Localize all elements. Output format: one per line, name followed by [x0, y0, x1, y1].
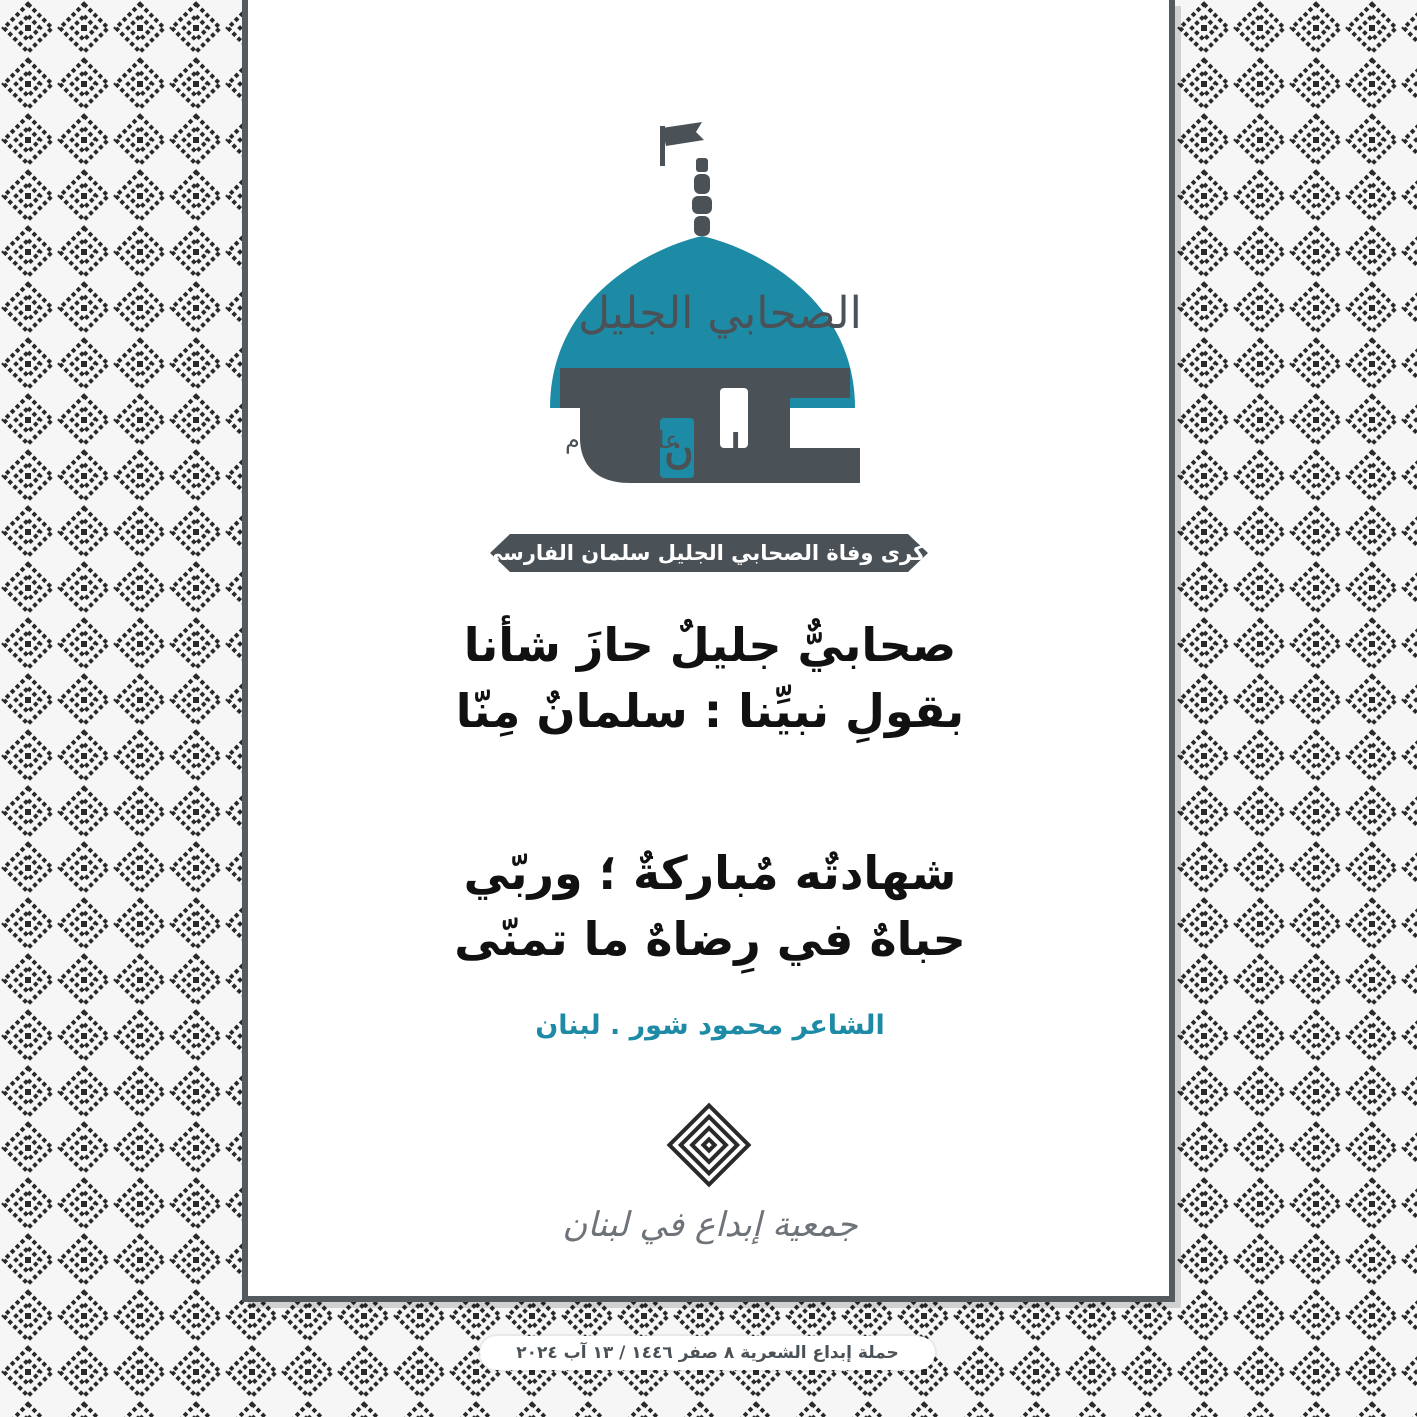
poem-line: شهادتٌه مٌباركةٌ ؛ وربّي: [463, 846, 957, 900]
poem-line: صحابيٌّ جليلٌ حازَ شأنا: [463, 618, 957, 672]
logo-title-small: الصحابي الجليل: [578, 288, 862, 339]
banner-label: ذكرى وفاة الصحابي الجليل سلمان الفارسي: [481, 541, 937, 565]
poem-stanza-1: [300, 612, 1120, 744]
association-name: جمعية إبداع في لبنان: [562, 1205, 858, 1245]
poem-line: بقولِ نبيِّنا : سلمانٌ مِنّا: [455, 684, 965, 738]
footer-label: حملة إبداع الشعرية ٨ صفر ١٤٤٦ / ١٣ آب ٢٠٢٤: [480, 1336, 935, 1370]
kufic-emblem-icon: [664, 1100, 754, 1190]
logo-title-big: سلمان: [664, 426, 776, 473]
poem-line: حباهٌ في رِضاهٌ ما تمنّى: [454, 912, 966, 966]
logo-honorific: عليه السلام: [565, 426, 680, 454]
poem-stanza-2: [300, 840, 1120, 972]
poet-credit: الشاعر محمود شور . لبنان: [535, 1010, 885, 1041]
dome-logo: [490, 118, 890, 538]
